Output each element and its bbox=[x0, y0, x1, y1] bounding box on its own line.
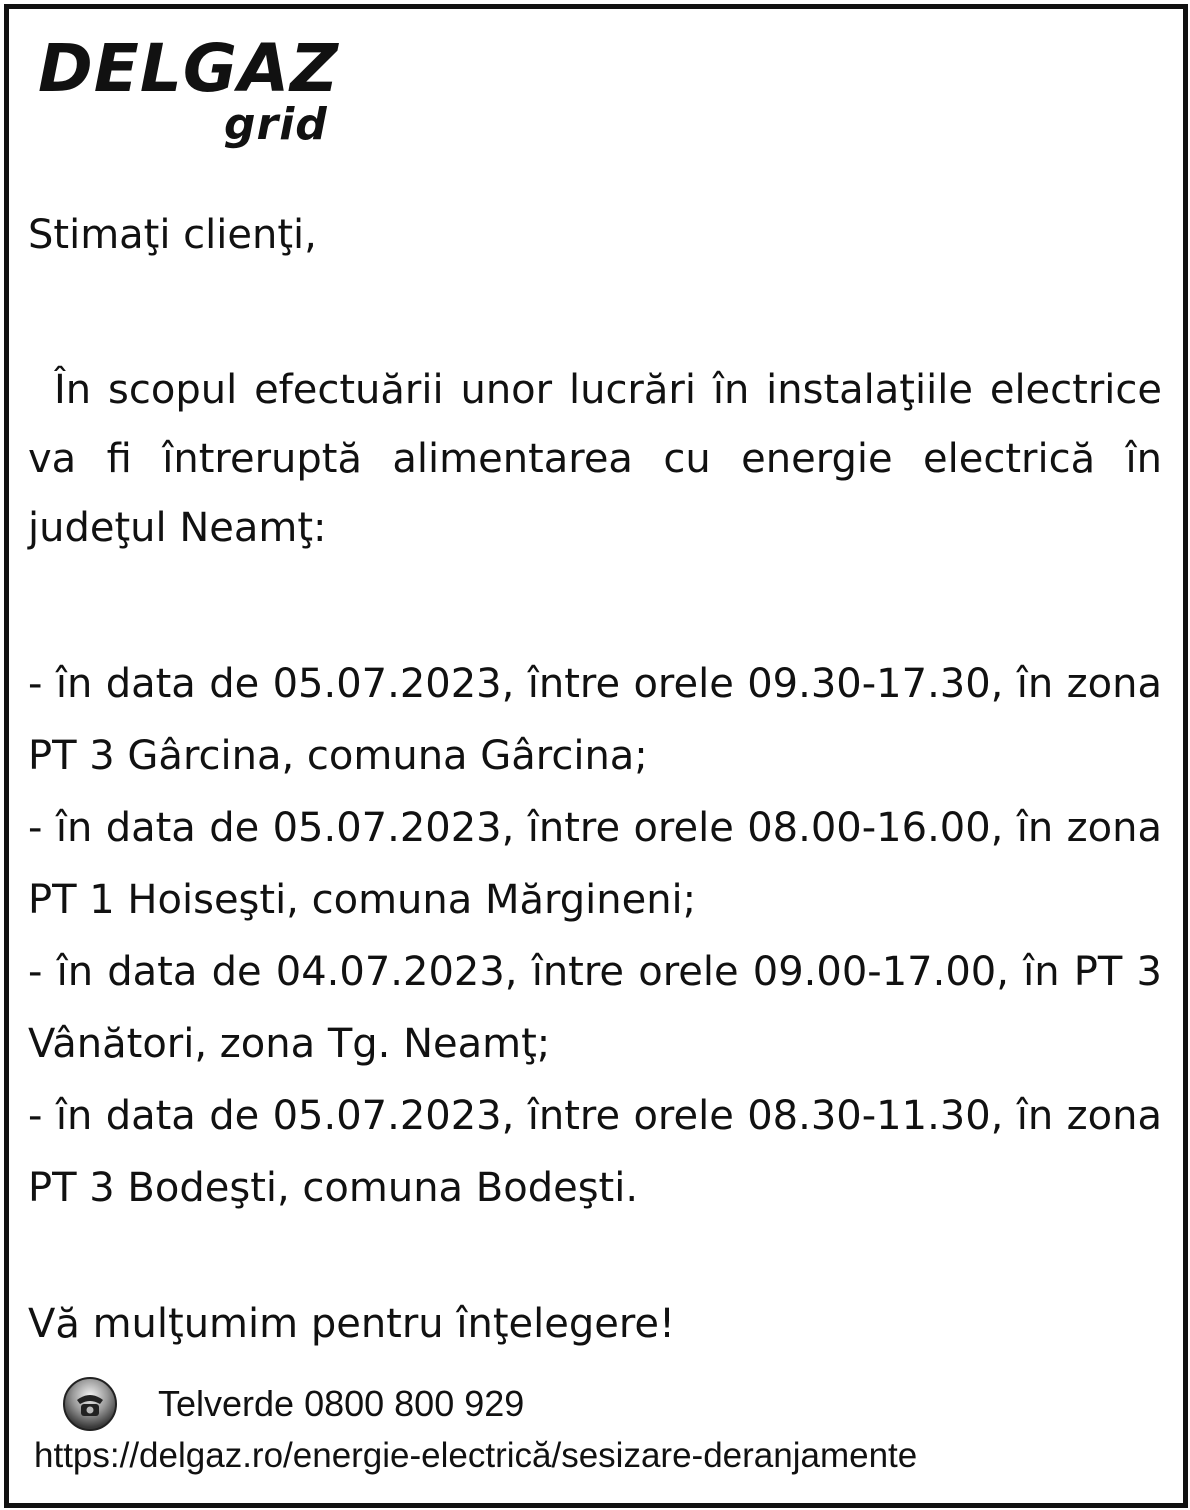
logo-sub: grid bbox=[224, 99, 328, 150]
thanks-line: Vă mulţumim pentru înţelegere! bbox=[28, 1301, 676, 1347]
delgaz-grid-logo bbox=[38, 30, 368, 166]
intro-paragraph: În scopul efectuării unor lucrări în instalaţiile electrice va fi întreruptă alimentarea cu energie electrică în judeţul Neamţ: bbox=[28, 367, 1162, 551]
phone-row bbox=[62, 1376, 762, 1432]
outage-list bbox=[28, 648, 1162, 1224]
phone-number: Telverde 0800 800 929 bbox=[158, 1383, 525, 1424]
outage-item: - în data de 04.07.2023, între orele 09.00-17.00, în PT 3 Vânători, zona Tg. Neamţ; bbox=[28, 949, 1162, 1067]
outage-item: - în data de 05.07.2023, între orele 08.00-16.00, în zona PT 1 Hoiseşti, comuna Mărgineni; bbox=[28, 805, 1162, 923]
logo-brand: DELGAZ bbox=[38, 30, 340, 107]
greeting: Stimaţi clienţi, bbox=[28, 212, 317, 258]
outage-item: - în data de 05.07.2023, între orele 08.30-11.30, în zona PT 3 Bodeşti, comuna Bodeşti. bbox=[28, 1093, 1162, 1211]
report-url[interactable]: https://delgaz.ro/energie-electrică/sesizare-deranjamente bbox=[34, 1436, 918, 1475]
telephone-icon bbox=[62, 1376, 118, 1432]
outage-item: - în data de 05.07.2023, între orele 09.30-17.30, în zona PT 3 Gârcina, comuna Gârcina; bbox=[28, 661, 1162, 779]
